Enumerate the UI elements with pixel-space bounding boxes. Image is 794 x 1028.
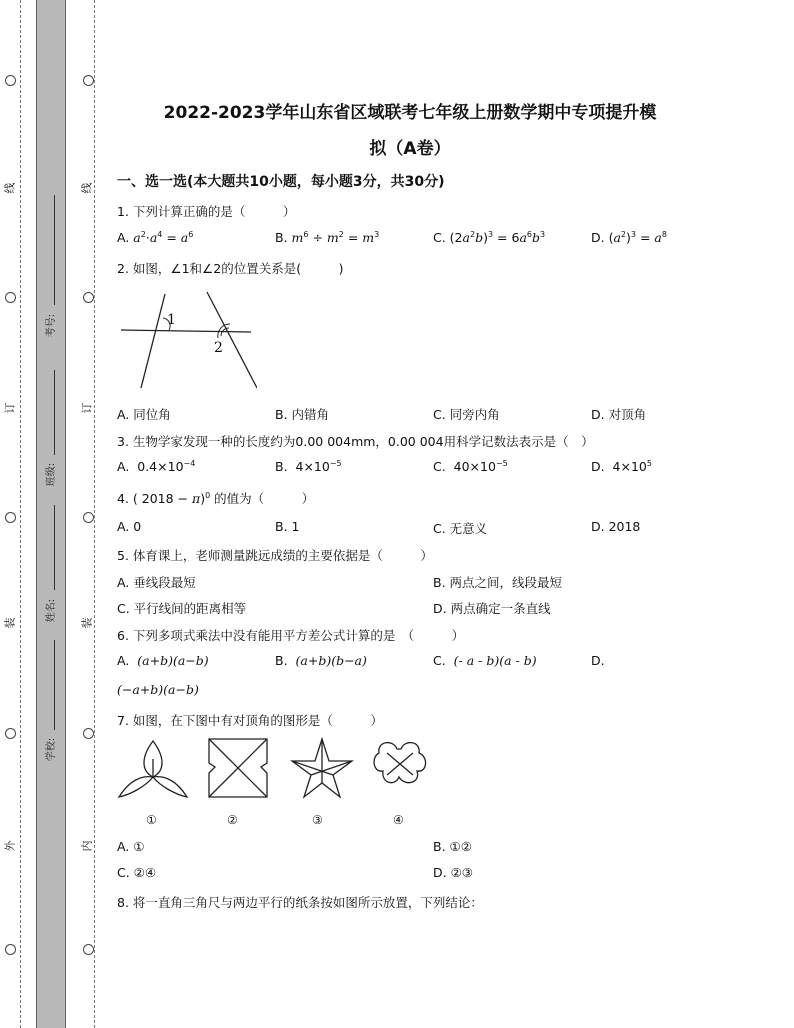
question-6-stem: 6. 下列多项式乘法中没有能用平方差公式计算的是 （ ） — [117, 628, 465, 643]
question-5-stem: 5. 体育课上，老师测量跳远成绩的主要依据是（ ） — [117, 548, 433, 563]
question-4-stem: 4. ( 2018 − π)$^0$ 的值为（ ） — [117, 490, 315, 506]
q1-option-c: C. $(2a^2b)^3 = 6a^6b^3$ — [433, 230, 546, 246]
q1-option-b: B. $m^6 \div m^2 = m^3$ — [275, 230, 380, 246]
field-exam-number: 考号: — [46, 313, 58, 338]
q2-option-b: B. 内错角 — [275, 407, 330, 422]
q6-option-c: C. (- a - b)(a - b) — [433, 653, 537, 668]
q7-figure-label-4: ④ — [393, 813, 404, 827]
q2-option-c: C. 同旁内角 — [433, 407, 500, 422]
q6-option-d: (−a+b)(a−b) — [117, 682, 199, 697]
q2-option-a: A. 同位角 — [117, 407, 171, 422]
field-school: 学校: — [46, 737, 58, 762]
question-1-stem: 1. 下列计算正确的是（ ） — [117, 204, 296, 219]
q3-option-b: B. $4\times 10^{-5}$ — [275, 459, 342, 475]
q7-option-b: B. ①② — [433, 839, 472, 854]
q7-figure-label-1: ① — [146, 813, 157, 827]
q3-option-a: A. $0.4\times 10^{-4}$ — [117, 459, 196, 475]
q2-angle-2-label: 2 — [214, 340, 223, 356]
q4-option-a: A. 0 — [117, 519, 142, 534]
q6-option-a: A. (a+b)(a−b) — [117, 653, 209, 668]
q7-figure-label-2: ② — [227, 813, 238, 827]
q7-option-d: D. ②③ — [433, 865, 473, 880]
question-7-stem: 7. 如图，在下图中有对顶角的图形是（ ） — [117, 713, 383, 728]
margin-char-zhuang-inner: 装 — [80, 617, 94, 629]
q3-option-d: D. $4\times 10^5$ — [591, 459, 652, 475]
q4-option-b: B. 1 — [275, 519, 300, 534]
q5-option-b: B. 两点之间，线段最短 — [433, 575, 563, 590]
page-title-line2: 拟（A卷） — [369, 139, 451, 159]
q3-option-c: C. $40\times 10^{-5}$ — [433, 459, 508, 475]
q5-option-c: C. 平行线间的距离相等 — [117, 601, 247, 616]
margin-char-ding-inner: 订 — [80, 402, 94, 414]
q7-option-c: C. ②④ — [117, 865, 157, 880]
q6-option-b: B. (a+b)(b−a) — [275, 653, 367, 668]
section-heading: 一、选一选(本大题共10小题，每小题3分，共30分) — [117, 174, 445, 190]
margin-char-xian-inner: 线 — [80, 182, 94, 194]
q5-option-a: A. 垂线段最短 — [117, 575, 196, 590]
q1-option-a: A. $a^2\cdot a^4 = a^6$ — [117, 230, 194, 246]
field-class: 班级: — [46, 462, 58, 487]
q1-option-d: D. $(a^2)^3 = a^8$ — [591, 230, 667, 246]
q2-figure — [117, 288, 257, 392]
margin-char-ding: 订 — [3, 402, 17, 414]
margin-char-nei: 内 — [80, 840, 94, 852]
question-2-stem: 2. 如图，∠1和∠2的位置关系是( ) — [117, 261, 344, 276]
q6-option-d-label: D. — [591, 653, 605, 668]
question-3-stem: 3. 生物学家发现一种的长度约为0.00 004mm，0.00 004用科学记数法表示是（ ） — [117, 434, 594, 449]
margin-char-wai: 外 — [3, 840, 17, 852]
q2-option-d: D. 对顶角 — [591, 407, 647, 422]
question-8-stem: 8. 将一直角三角尺与两边平行的纸条按如图所示放置，下列结论： — [117, 895, 483, 910]
q4-option-c: C. 无意义 — [433, 521, 488, 536]
margin-char-zhuang: 装 — [3, 617, 17, 629]
q4-option-d: D. 2018 — [591, 519, 641, 534]
q7-figure-label-3: ③ — [312, 813, 323, 827]
field-name: 姓名: — [46, 598, 58, 623]
q2-angle-1-label: 1 — [167, 312, 176, 328]
binding-band — [36, 0, 66, 1028]
q5-option-d: D. 两点确定一条直线 — [433, 601, 551, 616]
q7-figures — [115, 737, 435, 805]
page-title-line1: 2022-2023学年山东省区域联考七年级上册数学期中专项提升模 — [163, 103, 657, 123]
q7-option-a: A. ① — [117, 839, 145, 854]
margin-char-xian: 线 — [3, 182, 17, 194]
